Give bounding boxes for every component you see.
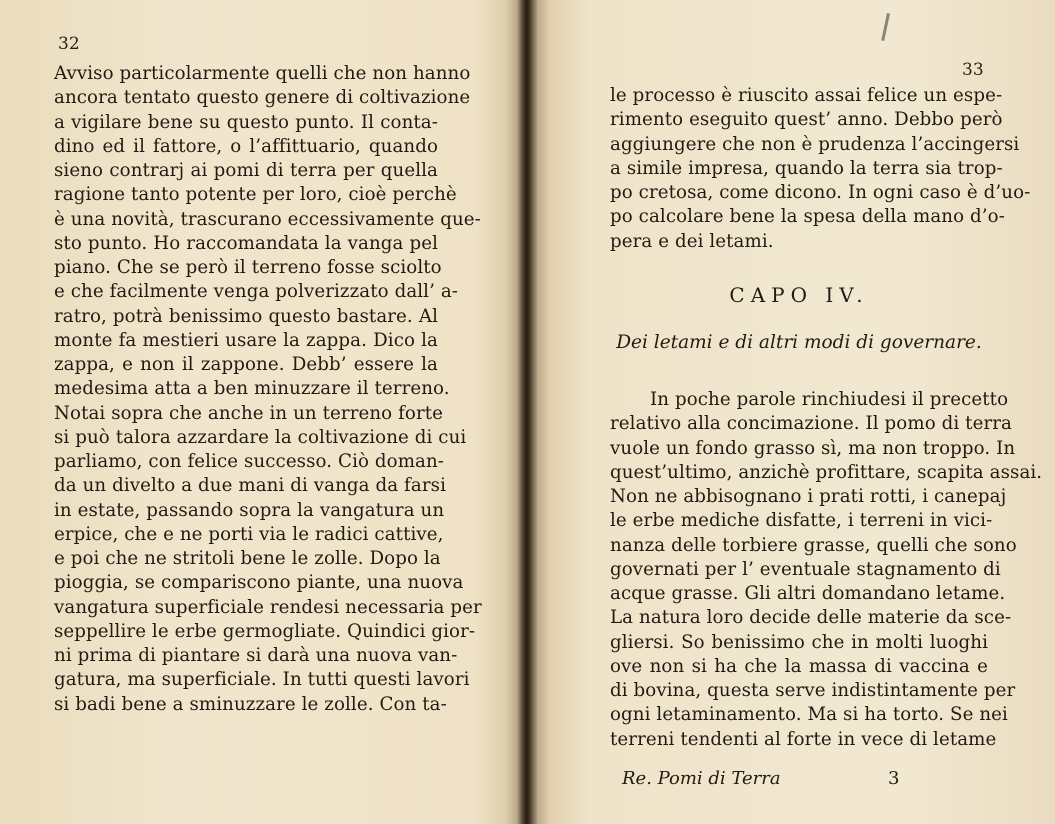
left-page [0,0,518,824]
text-line: In poche parole rinchiudesi il precetto [650,389,1009,410]
text-line: medesima atta a ben minuzzare il terreno. [54,378,450,400]
signature-mark: 3 [888,768,900,789]
text-line: pioggia, se compariscono piante, una nuova [54,572,464,594]
text-line: ratro, potrà benissimo questo bastare. Al [54,305,438,327]
text-line: si badi bene a sminuzzare le zolle. Con ta- [54,693,447,715]
text-line: ancora tentato questo genere di coltivazione [54,87,471,109]
chapter-heading: CAPO IV. [729,283,869,307]
text-line: è una novità, trascurano eccessivamente que- [54,208,481,230]
running-title: Re. Pomi di Terra [622,768,781,789]
text-line: Notai sopra che anche in un terreno forte [54,402,444,424]
text-line: ragione tanto potente per loro, cioè perchè [54,184,457,206]
text-line: quest’ultimo, anzichè profittare, scapita assai. [610,461,1043,483]
text-line: e poi che ne stritoli bene le zolle. Dopo la [54,548,441,569]
text-line: acque grasse. Gli altri domandano letame. [610,583,1006,604]
text-line: parliamo, con felice successo. Ciò doman- [54,451,445,472]
text-line: gatura, ma superficiale. In tutti questi lavori [54,669,470,691]
text-line: ove non si ha che la massa di vaccina e [610,655,988,677]
right-page-top-text [610,84,1031,254]
chapter-title: Dei letami e di altri modi di governare. [616,332,982,353]
text-line: rimento eseguito quest’ anno. Debbo però [610,109,1003,131]
text-line: seppellire le erbe germogliate. Quindici gior- [54,620,476,642]
right-page-body-text [610,388,1043,752]
text-line: ogni letaminamento. Ma si ha torto. Se nei [610,704,1008,726]
text-line: a vigilare bene su questo punto. Il conta- [54,111,438,133]
text-line: ni prima di piantare si darà una nuova van- [54,645,458,666]
text-line: a simile impresa, quando la terra sia trop- [610,157,1003,179]
text-line: Avviso particolarmente quelli che non hanno [54,63,471,84]
text-line: terreni tendenti al forte in vece di letame [610,728,997,750]
text-line: governati per l’ eventuale stagnamento di [610,558,1001,580]
text-line: Non ne abbisognano i prati rotti, i canepaj [610,486,1007,507]
text-line: le processo è riuscito assai felice un espe- [610,85,1003,106]
text-line: gliersi. So benissimo che in molti luoghi [610,631,988,653]
text-line: zappa, e non il zappone. Debb’ essere la [54,354,438,375]
text-line: relativo alla concimazione. Il pomo di terra [610,413,1012,435]
text-line: sieno contrarj ai pomi di terra per quella [54,160,438,181]
text-line: po calcolare bene la spesa della mano d’o- [610,206,1005,228]
text-line: po cretosa, come dicono. In ogni caso è d’uo- [610,182,1031,203]
text-line: pera e dei letami. [610,230,774,252]
text-line: in estate, passando sopra la vangatura un [54,499,445,521]
left-page-text [54,62,482,717]
text-line: nanza delle torbiere grasse, quelli che sono [610,534,1017,556]
text-line: e che facilmente venga polverizzato dall’ a- [54,281,459,303]
page-number-right: 33 [962,60,984,80]
text-line: vangatura superficiale rendesi necessaria per [54,596,482,618]
text-line: aggiungere che non è prudenza l’accingersi [610,133,1020,155]
text-line: La natura loro decide delle materie da sce- [610,607,1012,629]
text-line: da un divelto a due mani di vanga da farsi [54,475,446,497]
text-line: si può talora azzardare la coltivazione di cui [54,426,467,448]
pencil-mark [881,13,900,43]
text-line: erpice, che e ne porti via le radici cattive, [54,523,444,545]
text-line: monte fa mestieri usare la zappa. Dico la [54,329,438,351]
page-number-left: 32 [58,34,80,54]
text-line: piano. Che se però il terreno fosse sciolto [54,257,442,278]
text-line: le erbe mediche disfatte, i terreni in vici- [610,510,993,532]
text-line: sto punto. Ho raccomandata la vanga pel [54,232,438,254]
text-line: di bovina, questa serve indistintamente per [610,680,1016,701]
text-line: vuole un fondo grasso sì, ma non troppo. In [610,437,1016,459]
text-line: dino ed il fattore, o l’affittuario, quando [54,135,438,157]
